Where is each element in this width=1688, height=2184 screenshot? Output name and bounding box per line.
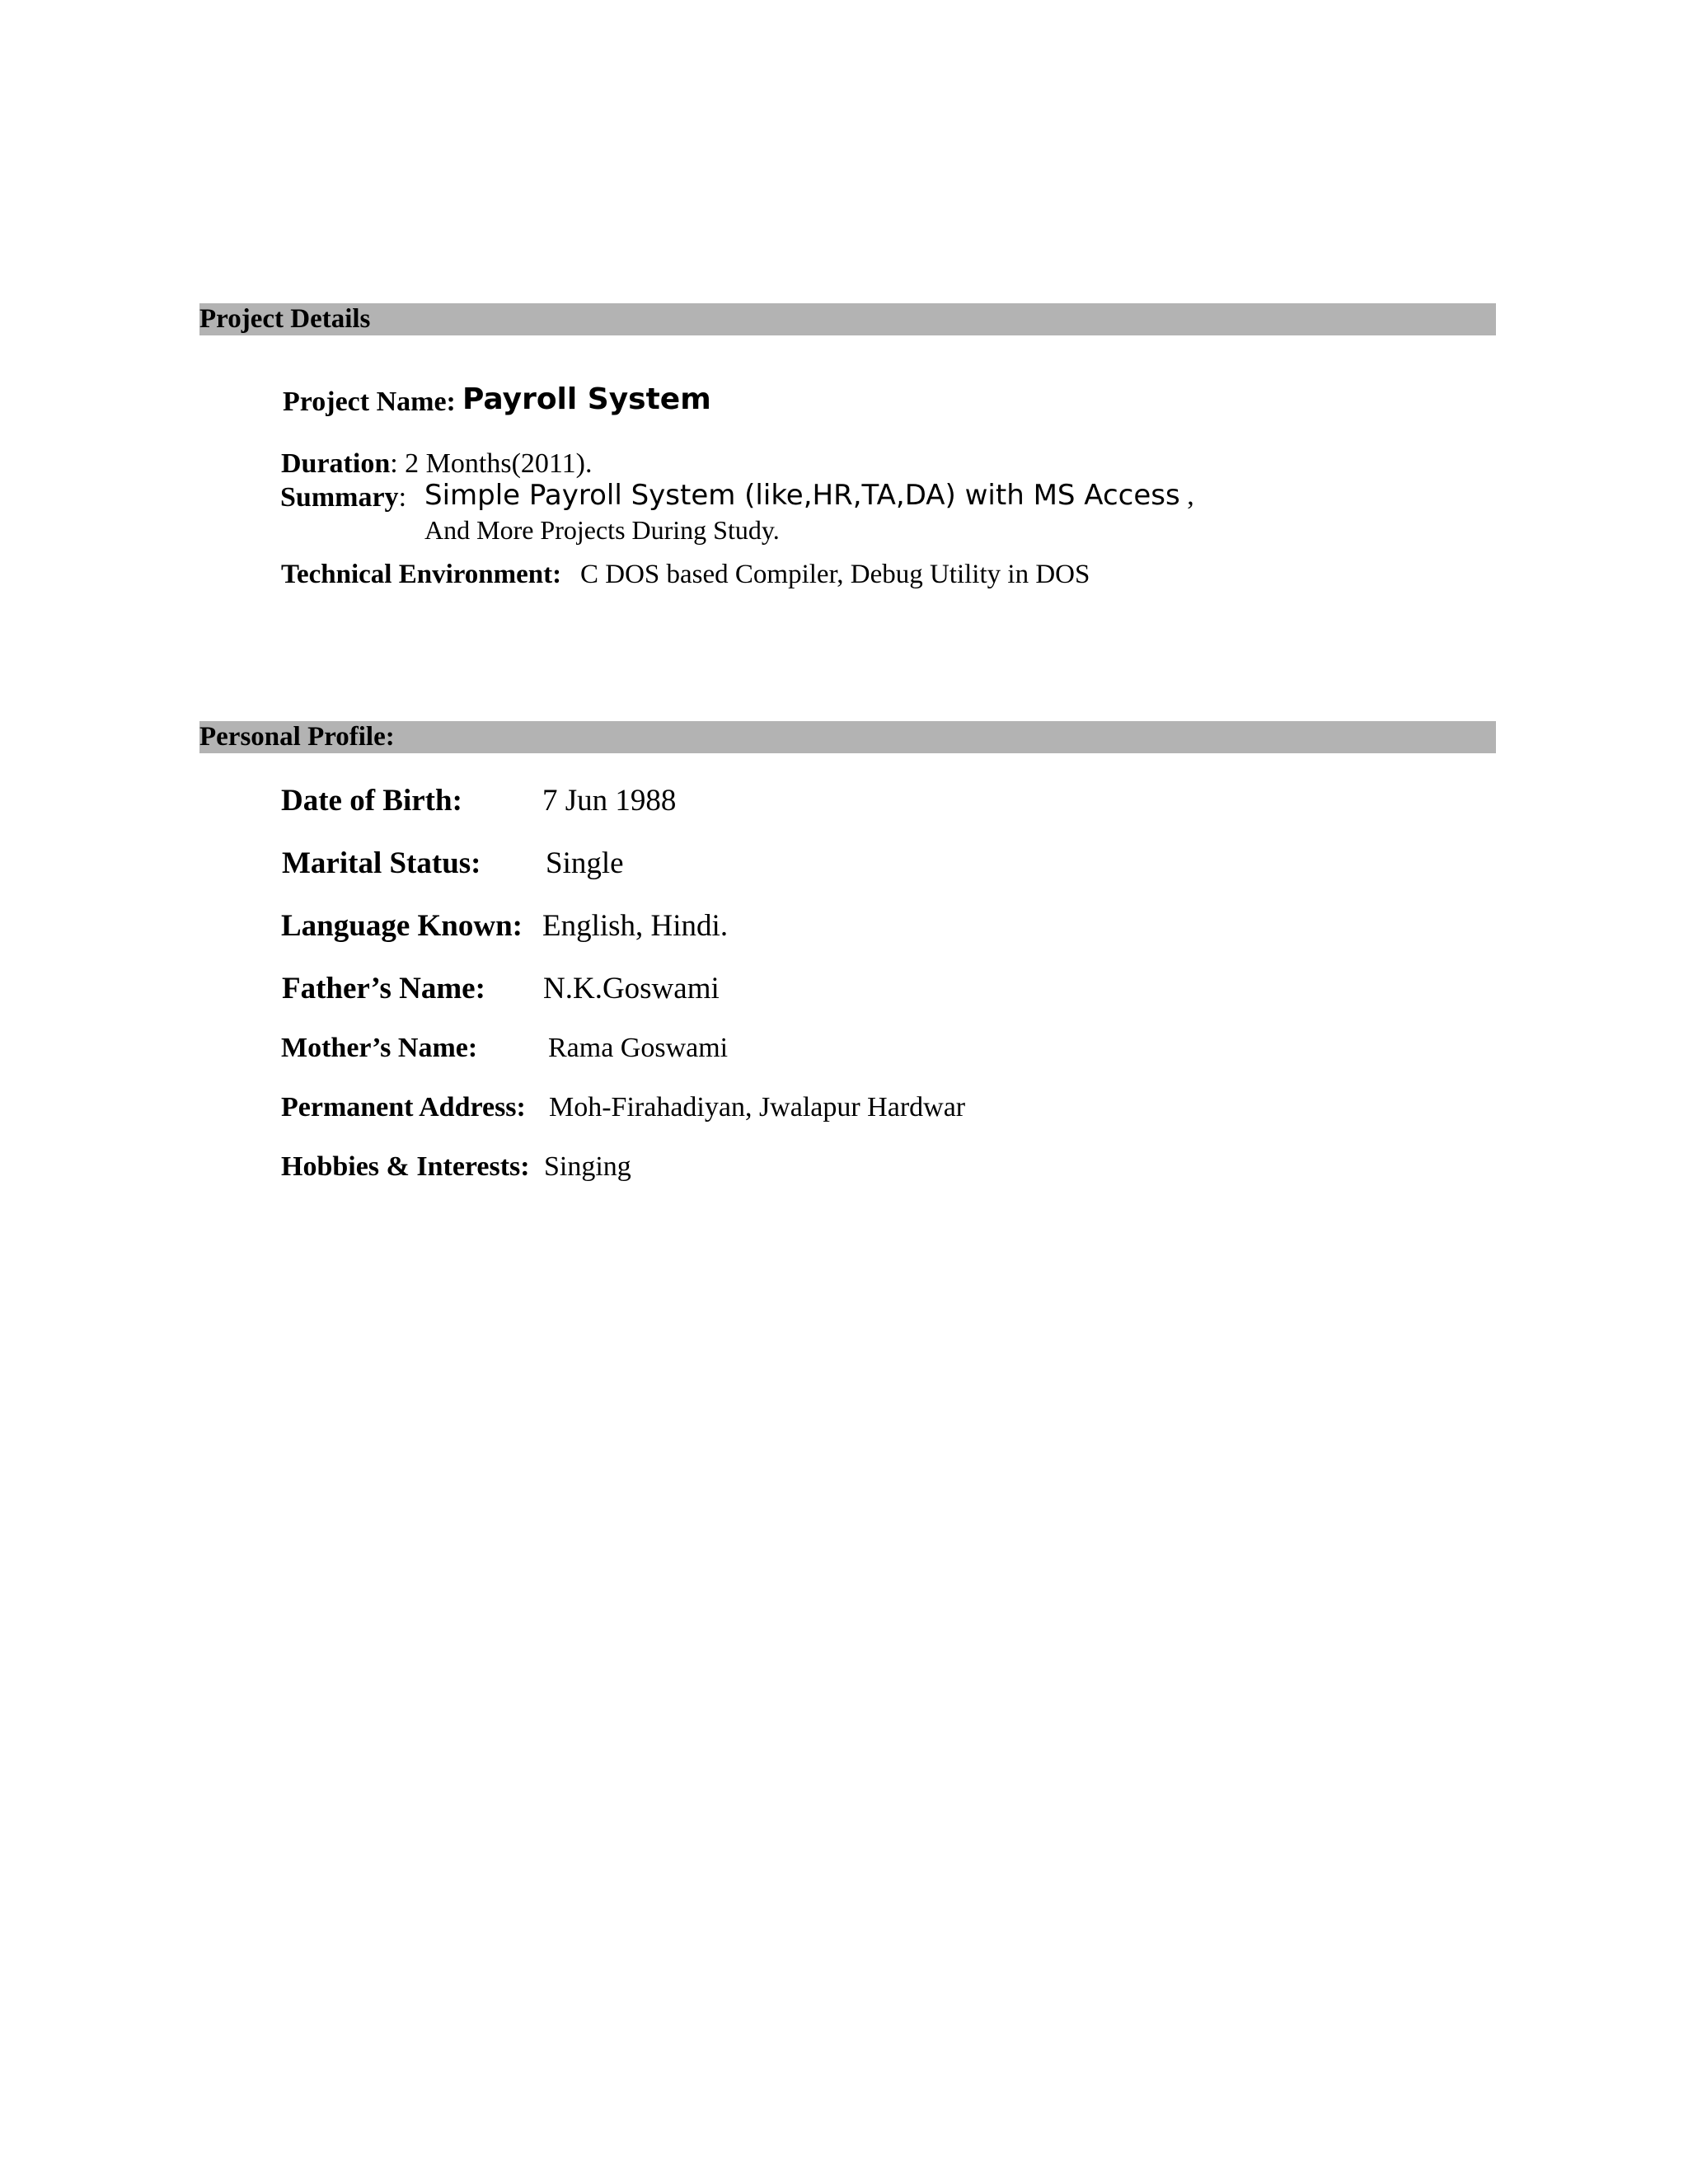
- hobbies-value: Singing: [544, 1151, 631, 1182]
- project-name-value: Payroll System: [462, 382, 711, 416]
- hobbies-label: Hobbies & Interests:: [281, 1151, 530, 1182]
- summary-line-2: And More Projects During Study.: [424, 515, 780, 545]
- mother-name-label: Mother’s Name:: [281, 1033, 478, 1063]
- summary-label: Summary: [280, 482, 399, 513]
- project-name-label: Project Name:: [283, 387, 456, 417]
- permanent-address-label: Permanent Address:: [281, 1092, 526, 1122]
- tech-env-label: Technical Environment:: [281, 560, 562, 589]
- mother-name-value: Rama Goswami: [548, 1033, 729, 1063]
- project-details-heading: Project Details: [199, 303, 1496, 335]
- father-name-label: Father’s Name:: [282, 972, 485, 1005]
- language-value: English, Hindi.: [542, 909, 729, 943]
- father-name-value: N.K.Goswami: [543, 972, 720, 1005]
- summary-line-1-text: Simple Payroll System (like,HR,TA,DA) with MS Access: [424, 479, 1180, 512]
- duration-value: : 2 Months(2011).: [390, 448, 593, 479]
- summary-line-1: [424, 481, 1194, 510]
- dob-value: 7 Jun 1988: [542, 784, 677, 818]
- duration-row: [281, 450, 592, 478]
- summary-colon: :: [398, 482, 407, 513]
- summary-line-1-suffix: ,: [1179, 480, 1194, 511]
- personal-profile-heading: Personal Profile:: [199, 721, 1496, 753]
- duration-label: Duration: [281, 448, 391, 479]
- dob-label: Date of Birth:: [281, 784, 462, 818]
- tech-env-value: C DOS based Compiler, Debug Utility in DOS: [580, 560, 1090, 589]
- marital-status-value: Single: [546, 846, 624, 880]
- language-label: Language Known:: [281, 909, 523, 943]
- permanent-address-value: Moh-Firahadiyan, Jwalapur Hardwar: [549, 1092, 966, 1122]
- marital-status-label: Marital Status:: [282, 846, 481, 880]
- summary-label-row: [280, 484, 406, 512]
